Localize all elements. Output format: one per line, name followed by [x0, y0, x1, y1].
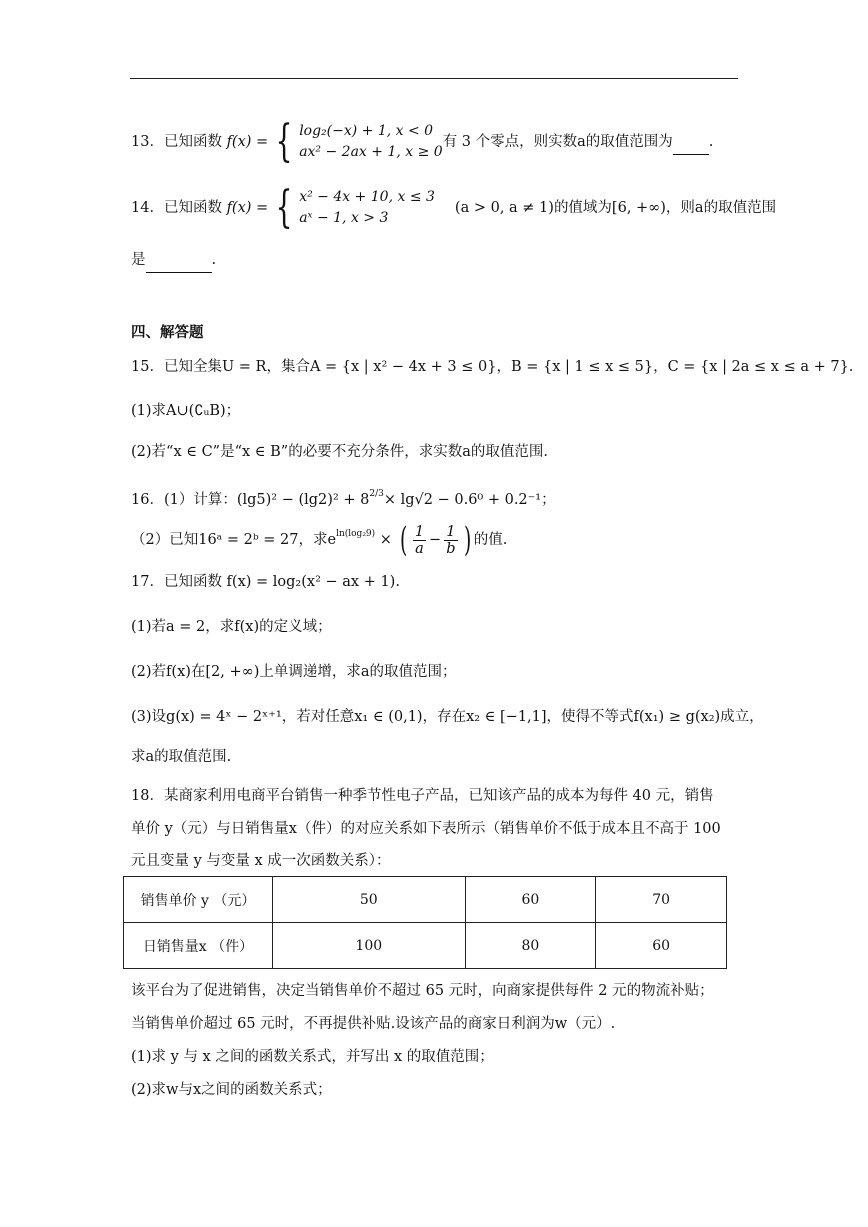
table-cell: 100: [273, 923, 466, 969]
q18-line2: 单价 y（元）与日销售量x（件）的对应关系如下表所示（销售单价不低于成本且不高于 100: [131, 821, 721, 837]
q15-stem: 15．已知全集U = R，集合A = {x | x² − 4x + 3 ≤ 0}，B = {x | 1 ≤ x ≤ 5}，C = {x | 2a ≤ x ≤ a + 7}.: [131, 359, 854, 375]
q16-p1-exponent: 2/3: [369, 489, 384, 499]
q14-case2: aˣ − 1, x > 3: [299, 210, 389, 226]
q16-p1-rest: × lg√2 − 0.6⁰ + 0.2⁻¹；: [383, 492, 556, 508]
q13-answer-blank[interactable]: [673, 134, 709, 155]
q16-frac1-num: 1: [414, 523, 425, 540]
table-cell: 80: [465, 923, 596, 969]
table-row: [124, 923, 727, 969]
q16-p2-end: 的值.: [473, 532, 508, 548]
q14-prefix: 14．已知函数: [131, 200, 227, 216]
q17-part2: (2)若f(x)在[2, +∞)上单调递增，求a的取值范围；: [131, 664, 457, 680]
q13-func: f(x) =: [226, 134, 269, 150]
q16-left-paren: (: [399, 520, 407, 560]
q17-part1: (1)若a = 2，求f(x)的定义域；: [131, 619, 332, 635]
question-14: [131, 182, 777, 233]
q17-part3: (3)设g(x) = 4ˣ − 2ˣ⁺¹，若对任意x₁ ∈ (0,1)，存在x₂ ∈ [−1,1]，使得不等式f(x₁) ≥ g(x₂)成立，: [131, 709, 764, 725]
q13-suffix: 有 3 个零点，则实数a的取值范围为: [442, 134, 673, 150]
q14-func: f(x) =: [226, 200, 269, 216]
q16-frac2-den: b: [446, 540, 456, 557]
q18-after1: 该平台为了促进销售，决定当销售单价不超过 65 元时，向商家提供每件 2 元的物流补贴；: [131, 983, 714, 999]
table-cell: 60: [465, 877, 596, 923]
q13-case1: log₂(−x) + 1, x < 0: [299, 123, 434, 139]
table-row: [124, 877, 727, 923]
q16-fraction-1: [413, 524, 426, 557]
q13-cases: [299, 121, 443, 163]
q15-part1: (1)求A∪(∁ᵤB)；: [131, 403, 241, 419]
q17-part3-cont: 求a的取值范围.: [131, 749, 232, 765]
q14-answer-blank[interactable]: [146, 252, 212, 273]
q14-line2-prefix: 是: [131, 252, 146, 268]
q16-right-paren: ): [463, 520, 471, 560]
q14-end: .: [211, 252, 217, 268]
q16-p1-expr: (lg5)² − (lg2)² + 8: [236, 492, 370, 508]
q16-part2: （2）已知16ᵃ = 2ᵇ = 27，求$e^{ln(log_29)}$ × ( $\frac{1}{a}$ − $\frac{1}{b}$ ) 的值.: [131, 520, 508, 560]
q14-middle: 的值域为[6, +∞)，则a的取值范围: [553, 200, 777, 216]
q14-brace: {: [275, 182, 293, 233]
q14-cases: [299, 187, 435, 229]
q18-line1: 18．某商家利用电商平台销售一种季节性电子产品，已知该产品的成本为每件 40 元，销售: [131, 788, 714, 804]
q16-p1-prefix: 16．(1）计算：: [131, 492, 237, 508]
q16-part1: [131, 484, 556, 510]
q18-line3: 元且变量 y 与变量 x 成一次函数关系）：: [131, 853, 391, 869]
q13-prefix: 13．已知函数: [131, 134, 227, 150]
q16-p2-prefix: （2）已知: [131, 532, 199, 548]
table-cell: 50: [273, 877, 466, 923]
section-heading: 四、解答题: [131, 324, 204, 341]
q15-part2: (2)若“x ∈ C”是“x ∈ B”的必要不充分条件，求实数a的取值范围.: [131, 444, 548, 460]
table-cell: 60: [596, 923, 727, 969]
question-14-line2: [131, 250, 216, 273]
table-row-header: 销售单价 y （元）: [124, 877, 273, 923]
q13-brace: {: [275, 116, 293, 167]
q13-case2: ax² − 2ax + 1, x ≥ 0: [299, 144, 443, 160]
q17-stem: 17．已知函数 f(x) = log₂(x² − ax + 1).: [131, 574, 400, 590]
q16-p2-expr: 16ᵃ = 2ᵇ = 27，求e: [198, 532, 337, 548]
price-sales-table: [123, 876, 727, 969]
q18-after2: 当销售单价超过 65 元时，不再提供补贴.设该产品的商家日利润为w（元）.: [131, 1016, 616, 1032]
q16-frac2-num: 1: [444, 524, 457, 541]
table-row-header: 日销售量x （件）: [124, 923, 273, 969]
q14-condition: (a > 0, a ≠ 1): [454, 200, 554, 216]
q18-part2: (2)求w与x之间的函数关系式；: [131, 1082, 332, 1098]
q13-end: .: [708, 134, 714, 150]
q16-fraction-2: [444, 524, 457, 557]
q14-case1: x² − 4x + 10, x ≤ 3: [299, 189, 435, 205]
header-rule: [130, 78, 738, 79]
question-13: [131, 116, 714, 167]
q18-part1: (1)求 y 与 x 之间的函数关系式，并写出 x 的取值范围；: [131, 1049, 494, 1065]
q16-frac1-den: a: [415, 540, 424, 557]
table-cell: 70: [596, 877, 727, 923]
q16-p2-times: ×: [375, 532, 397, 548]
q16-p2-exponent: ln(log₂9): [336, 529, 376, 539]
